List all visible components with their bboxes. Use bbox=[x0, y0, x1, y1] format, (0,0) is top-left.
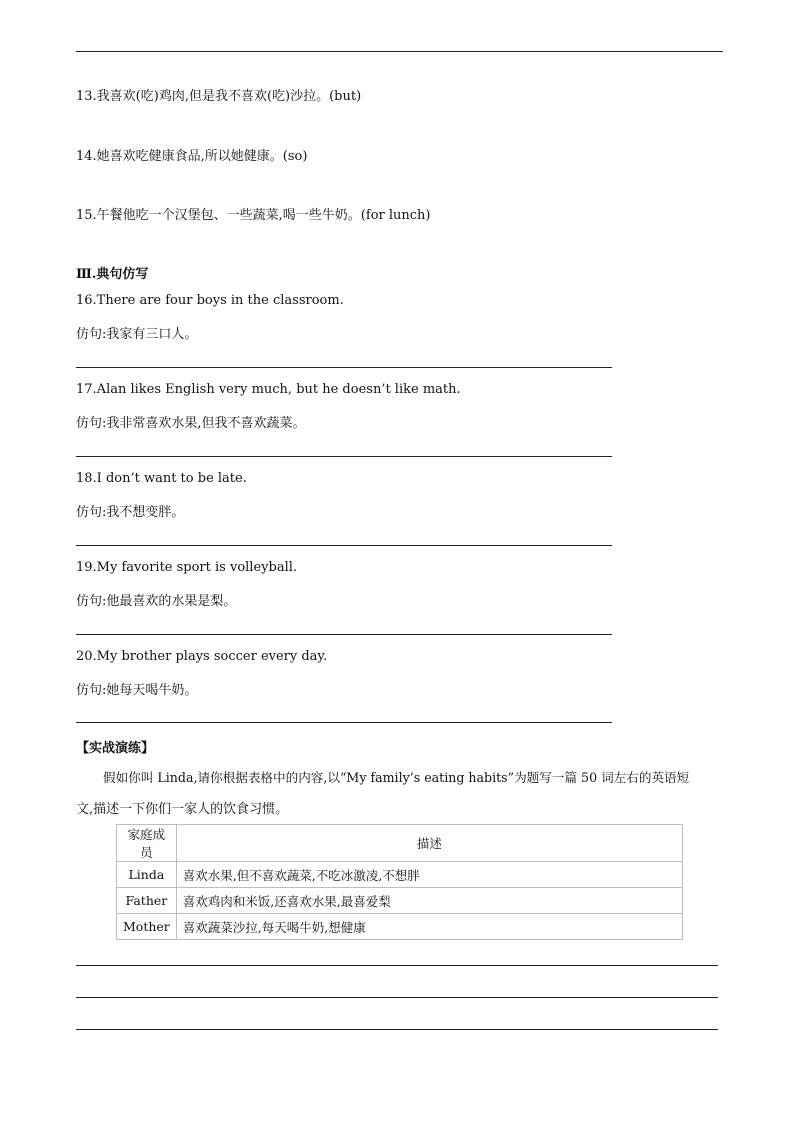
question-17-sentence: 17.Alan likes English very much, but he doesn’t like math. bbox=[76, 382, 461, 397]
table-header-row bbox=[117, 825, 683, 862]
table-cell-description: 喜欢鸡肉和米饭,还喜欢水果,最喜爱梨 bbox=[176, 888, 682, 914]
answer-line-18[interactable] bbox=[76, 545, 612, 546]
answer-line-20[interactable] bbox=[76, 722, 612, 723]
practice-title: 【实战演练】 bbox=[76, 741, 155, 756]
section-3-title: Ⅲ.典句仿写 bbox=[76, 267, 149, 282]
table-cell-description: 喜欢蔬菜沙拉,每天喝牛奶,想健康 bbox=[176, 914, 682, 940]
question-17-prompt: 仿句:我非常喜欢水果,但我不喜欢蔬菜。 bbox=[76, 416, 306, 431]
table-row bbox=[117, 888, 683, 914]
table-cell-member: Father bbox=[117, 888, 177, 914]
table-row bbox=[117, 914, 683, 940]
table-cell-description: 喜欢水果,但不喜欢蔬菜,不吃冰激凌,不想胖 bbox=[176, 862, 682, 888]
question-20-prompt: 仿句:她每天喝牛奶。 bbox=[76, 683, 198, 698]
writing-line-1[interactable] bbox=[76, 965, 718, 966]
table-header-member: 家庭成员 bbox=[117, 825, 177, 862]
question-15: 15.午餐他吃一个汉堡包、一些蔬菜,喝一些牛奶。(for lunch) bbox=[76, 208, 431, 223]
practice-intro-line-2: 文,描述一下你们一家人的饮食习惯。 bbox=[76, 802, 289, 817]
question-18-sentence: 18.I don’t want to be late. bbox=[76, 471, 247, 486]
header-rule bbox=[76, 51, 723, 52]
question-18-prompt: 仿句:我不想变胖。 bbox=[76, 505, 185, 520]
writing-line-3[interactable] bbox=[76, 1029, 718, 1030]
table-cell-member: Mother bbox=[117, 914, 177, 940]
practice-intro-line-1: 假如你叫 Linda,请你根据表格中的内容,以“My family’s eating habits”为题写一篇 50 词左右的英语短 bbox=[103, 770, 690, 785]
answer-line-16[interactable] bbox=[76, 367, 612, 368]
eating-habits-table bbox=[116, 824, 683, 940]
writing-line-2[interactable] bbox=[76, 997, 718, 998]
question-16-sentence: 16.There are four boys in the classroom. bbox=[76, 293, 344, 308]
question-14: 14.她喜欢吃健康食品,所以她健康。(so) bbox=[76, 149, 308, 164]
table-row bbox=[117, 862, 683, 888]
question-19-prompt: 仿句:他最喜欢的水果是梨。 bbox=[76, 594, 237, 609]
answer-line-17[interactable] bbox=[76, 456, 612, 457]
question-13: 13.我喜欢(吃)鸡肉,但是我不喜欢(吃)沙拉。(but) bbox=[76, 89, 362, 104]
question-20-sentence: 20.My brother plays soccer every day. bbox=[76, 649, 328, 664]
question-19-sentence: 19.My favorite sport is volleyball. bbox=[76, 560, 298, 575]
table-header-description: 描述 bbox=[176, 825, 682, 862]
answer-line-19[interactable] bbox=[76, 634, 612, 635]
question-16-prompt: 仿句:我家有三口人。 bbox=[76, 327, 198, 342]
table-cell-member: Linda bbox=[117, 862, 177, 888]
